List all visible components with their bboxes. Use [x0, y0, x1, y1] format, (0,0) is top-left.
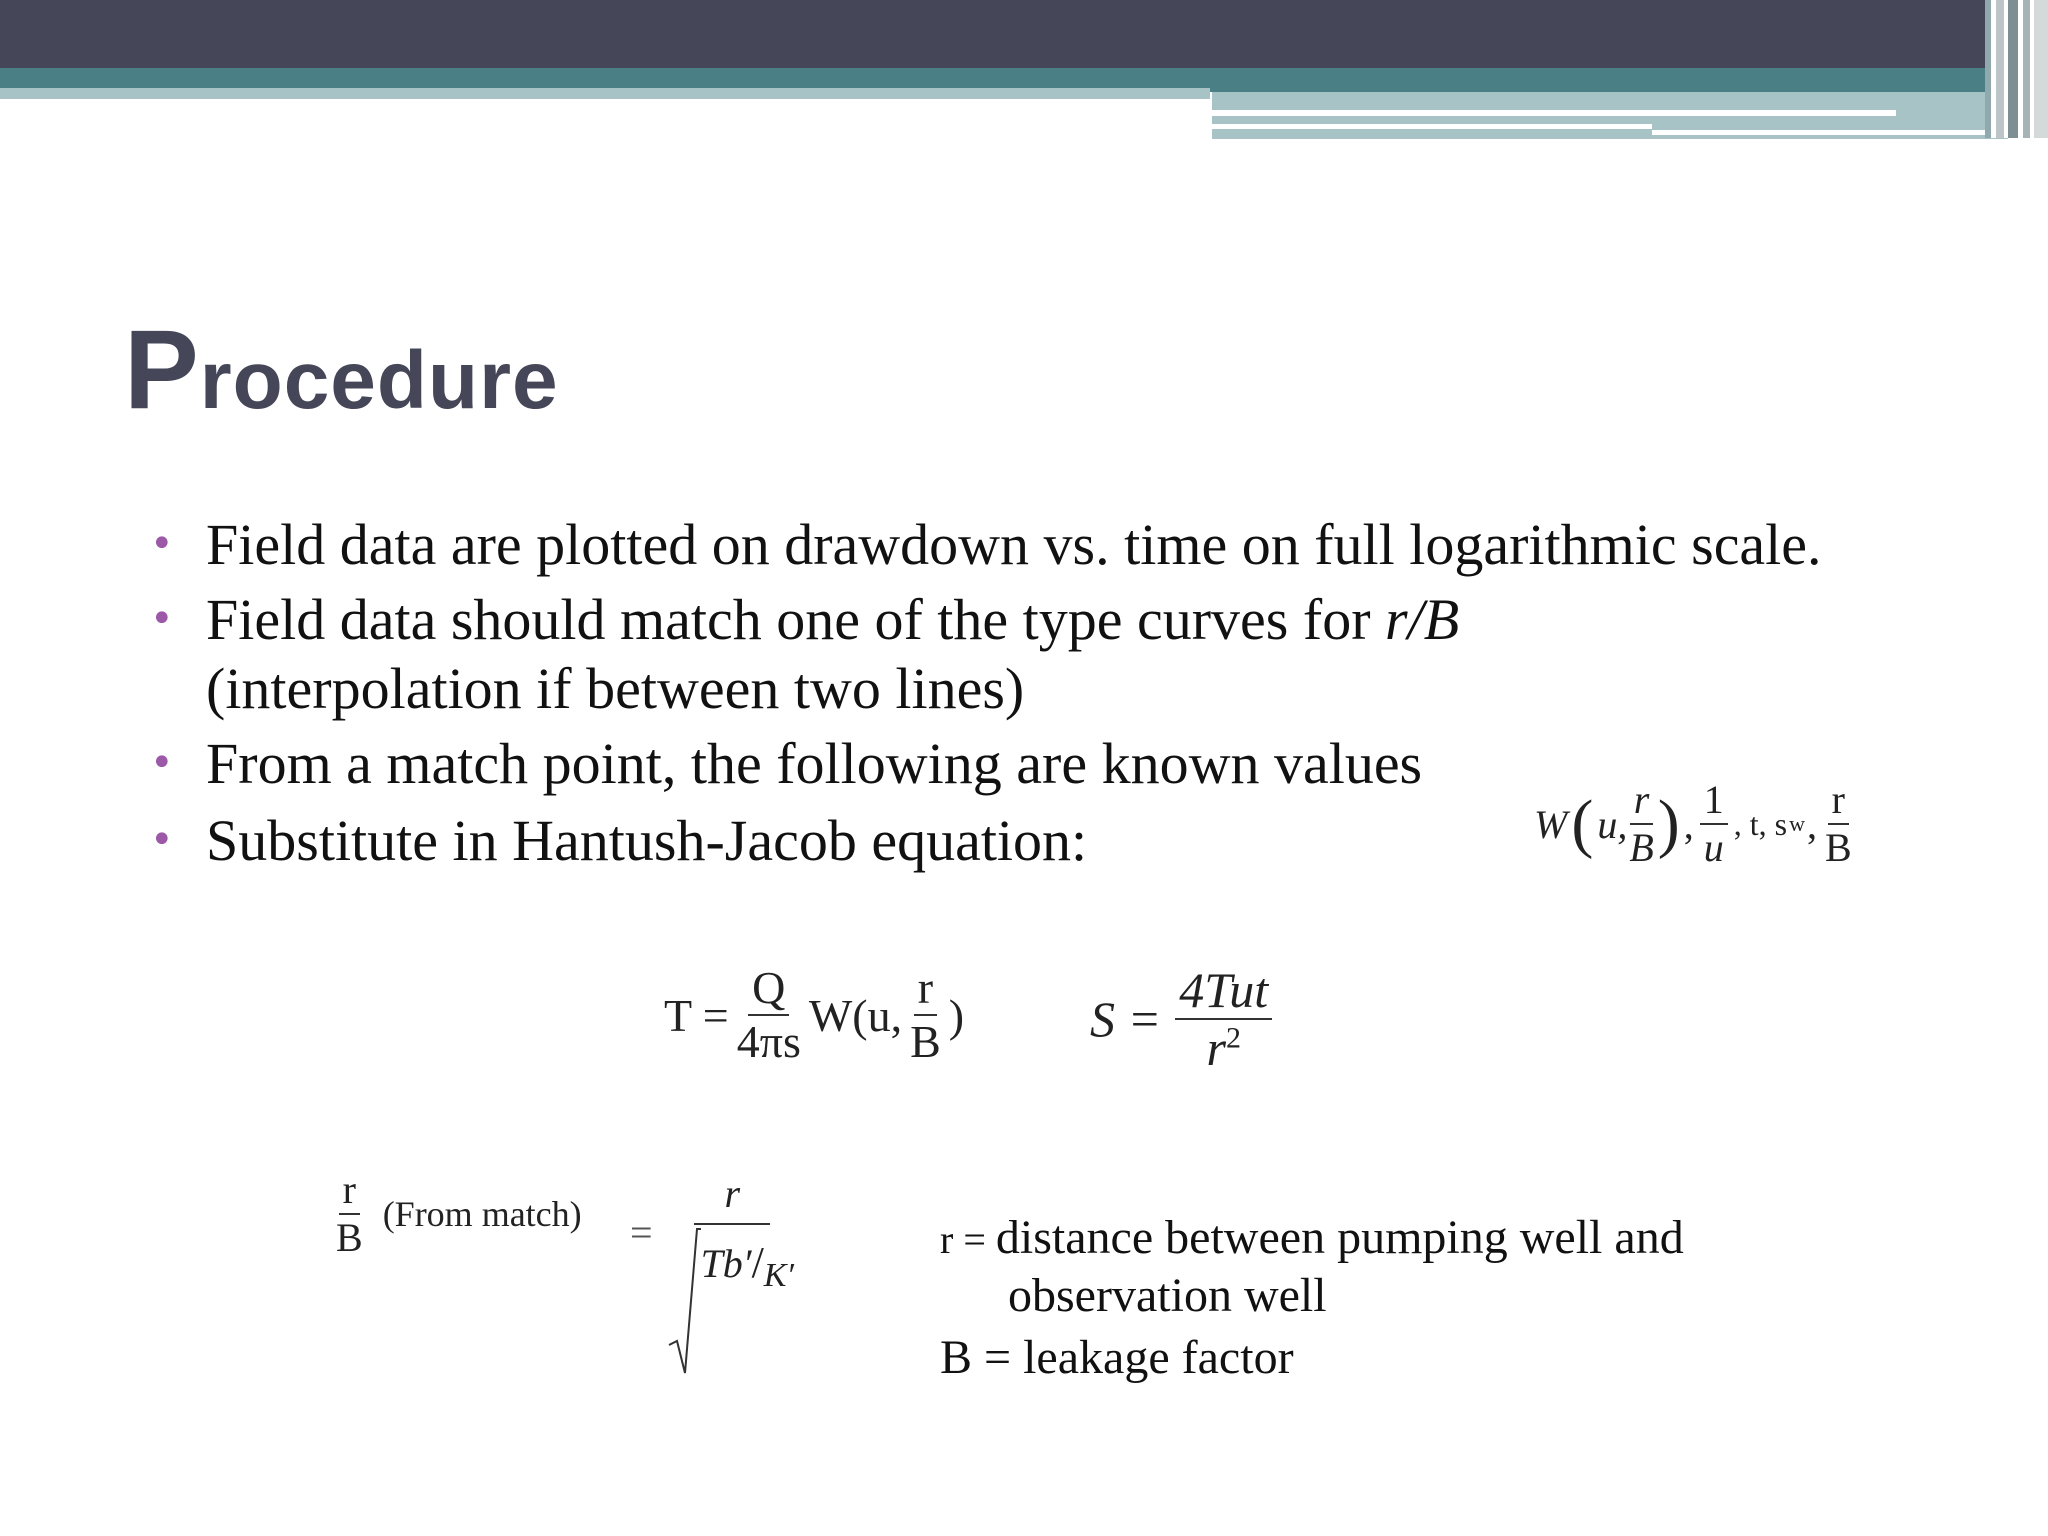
header-rule	[1212, 110, 1896, 116]
bullet-item: • Field data are plotted on drawdown vs. time on full logarithmic scale.	[150, 512, 1822, 577]
header-band-dark	[0, 0, 2048, 68]
bullet-dot-icon: •	[150, 817, 174, 863]
known-values-formula: W ( u, $\frac{r}{B}$ ) , $\frac{1}{u}$ , t, s w , $\frac{r}{B}$	[1534, 777, 1852, 870]
bullet-item: • Substitute in Hantush-Jacob equation:	[150, 808, 1088, 873]
header-stripes	[1985, 0, 2048, 138]
leakage-ratio-equation: = $\frac{r}{Tb'/_{K'}}$	[630, 1170, 798, 1295]
bullet-dot-icon: •	[150, 521, 174, 567]
definitions: r = distance between pumping well and observation well B = leakage factor	[940, 1211, 1684, 1384]
header-band-light	[0, 88, 1210, 99]
bullet-item: • Field data should match one of the type curves for r/B (interpolation if between two lines)	[150, 587, 1460, 721]
transmissivity-equation: T = $\frac{Q}{4\pi s}$ W(u, $\frac{r}{B}$ )	[664, 962, 965, 1067]
header-rule	[1212, 124, 1652, 129]
bullet-item: • From a match point, the following are known values	[150, 731, 1423, 796]
bullet-dot-icon: •	[150, 740, 174, 786]
storativity-equation: S = $\frac{\text{4Tut}}{r^2}$	[1090, 965, 1272, 1073]
bullet-dot-icon: •	[150, 596, 174, 642]
rB-from-match: $\frac{r}{B}$ (From match)	[336, 1167, 582, 1260]
square-root-icon	[667, 1225, 701, 1375]
slide-title: Procedure	[124, 307, 559, 432]
header-rule	[1652, 130, 2008, 135]
